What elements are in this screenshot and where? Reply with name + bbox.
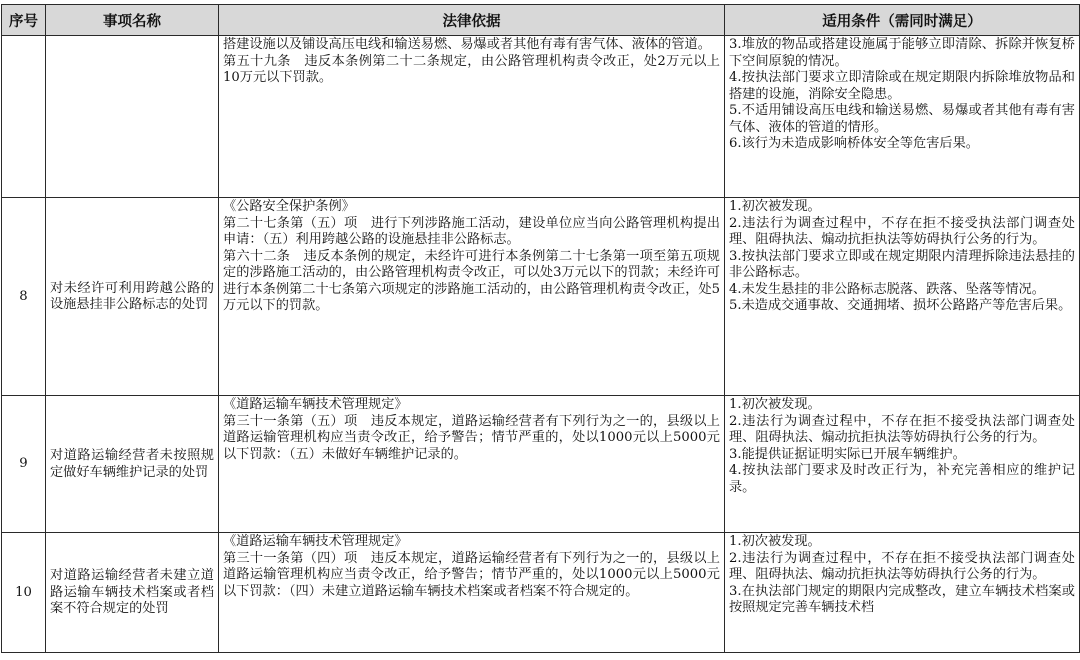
table-row bbox=[2, 396, 1080, 533]
basis-paragraph: 《公路安全保护条例》 bbox=[223, 199, 355, 214]
row-conditions bbox=[725, 396, 1080, 533]
row-no bbox=[2, 36, 46, 198]
header-basis: 法律依据 bbox=[219, 5, 725, 36]
header-name: 事项名称 bbox=[46, 5, 219, 36]
basis-paragraph: 《道路运输车辆技术管理规定》 bbox=[223, 534, 408, 549]
condition-item: 3.按执法部门要求立即或在规定期限内清理拆除违法悬挂的非公路标志。 bbox=[729, 248, 1075, 280]
condition-item: 2.违法行为调查过程中，不存在拒不接受执法部门调查处理、阻碍执法、煽动抗拒执法等妨碍执行公务的行为。 bbox=[729, 215, 1075, 247]
row-conditions bbox=[725, 36, 1080, 198]
condition-item: 3.能提供证据证明实际已开展车辆维护。 bbox=[729, 446, 966, 462]
row-name: 对道路运输经营者未按照规定做好车辆维护记录的处罚 bbox=[46, 396, 219, 533]
condition-item: 4.按执法部门要求及时改正行为，补充完善相应的维护记录。 bbox=[729, 463, 1075, 495]
row-basis bbox=[219, 396, 725, 533]
condition-item: 1.初次被发现。 bbox=[729, 397, 821, 412]
condition-item: 4.按执法部门要求立即清除或在规定期限内拆除堆放物品和搭建的设施，消除安全隐患。 bbox=[729, 70, 1075, 102]
row-conditions bbox=[725, 198, 1080, 396]
row-name bbox=[46, 36, 219, 198]
measures-table bbox=[1, 4, 1080, 653]
condition-item: 5.不适用铺设高压电线和输送易燃、易爆或者其他有毒有害气体、液体的管道的情形。 bbox=[729, 103, 1075, 135]
row-name: 对未经许可利用跨越公路的设施悬挂非公路标志的处罚 bbox=[46, 198, 219, 396]
row-no: 10 bbox=[2, 533, 46, 653]
basis-paragraph: 第二十七条第（五）项 进行下列涉路施工活动，建设单位应当向公路管理机构提出申请：（五）利用跨越公路的设施悬挂非公路标志。 bbox=[223, 215, 720, 247]
condition-item: 3.堆放的物品或搭建设施属于能够立即清除、拆除并恢复桥下空间原貌的情况。 bbox=[729, 37, 1075, 69]
row-no: 9 bbox=[2, 396, 46, 533]
condition-item: 2.违法行为调查过程中，不存在拒不接受执法部门调查处理、阻碍执法、煽动抗拒执法等妨碍执行公务的行为。 bbox=[729, 413, 1075, 445]
row-basis bbox=[219, 36, 725, 198]
row-conditions bbox=[725, 533, 1080, 653]
row-no: 8 bbox=[2, 198, 46, 396]
row-name: 对道路运输经营者未建立道路运输车辆技术档案或者档案不符合规定的处罚 bbox=[46, 533, 219, 653]
header-conditions: 适用条件（需同时满足） bbox=[725, 5, 1080, 36]
table-header-row bbox=[2, 5, 1080, 36]
condition-item: 6.该行为未造成影响桥体安全等危害后果。 bbox=[729, 136, 979, 151]
basis-paragraph: 第三十一条第（五）项 违反本规定，道路运输经营者有下列行为之一的，县级以上道路运输管理机构应当责令改正，给予警告；情节严重的，处以1000元以上5000元以下罚款：（五）未做好车辆维护记录的。 bbox=[223, 413, 720, 462]
basis-paragraph: 第六十二条 违反本条例的规定，未经许可进行本条例第二十七条第一项至第五项规定的涉路施工活动的，由公路管理机构责令改正，可以处3万元以下的罚款；未经许可进行本条例第二十七条第六项规定的涉路施工活动的，由公路管理机构责令改正，处5万元以下的罚款。 bbox=[223, 248, 720, 313]
condition-item: 1.初次被发现。 bbox=[729, 199, 821, 214]
basis-paragraph: 搭建设施以及铺设高压电线和输送易燃、易爆或者其他有毒有害气体、液体的管道。 bbox=[223, 37, 711, 52]
table-row bbox=[2, 36, 1080, 198]
basis-paragraph: 第三十一条第（四）项 违反本规定，道路运输经营者有下列行为之一的，县级以上道路运输管理机构应当责令改正，给予警告；情节严重的，处以1000元以上5000元以下罚款：（四）未建立道路运输车辆技术档案或者档案不符合规定的。 bbox=[223, 550, 720, 599]
table-row bbox=[2, 533, 1080, 653]
condition-item: 1.初次被发现。 bbox=[729, 534, 821, 549]
row-basis bbox=[219, 198, 725, 396]
condition-item: 4.未发生悬挂的非公路标志脱落、跌落、坠落等情况。 bbox=[729, 281, 1045, 297]
table-row bbox=[2, 198, 1080, 396]
condition-item: 5.未造成交通事故、交通拥堵、损坏公路路产等危害后果。 bbox=[729, 298, 1072, 313]
header-no: 序号 bbox=[2, 5, 46, 36]
condition-item: 3.在执法部门规定的期限内完成整改，建立车辆技术档案或按照规定完善车辆技术档 bbox=[729, 583, 1075, 615]
condition-item: 2.违法行为调查过程中，不存在拒不接受执法部门调查处理、阻碍执法、煽动抗拒执法等妨碍执行公务的行为。 bbox=[729, 550, 1075, 582]
row-basis bbox=[219, 533, 725, 653]
basis-paragraph: 《道路运输车辆技术管理规定》 bbox=[223, 397, 408, 412]
basis-paragraph: 第五十九条 违反本条例第二十二条规定，由公路管理机构责令改正，处2万元以上10万元以下罚款。 bbox=[223, 53, 720, 85]
